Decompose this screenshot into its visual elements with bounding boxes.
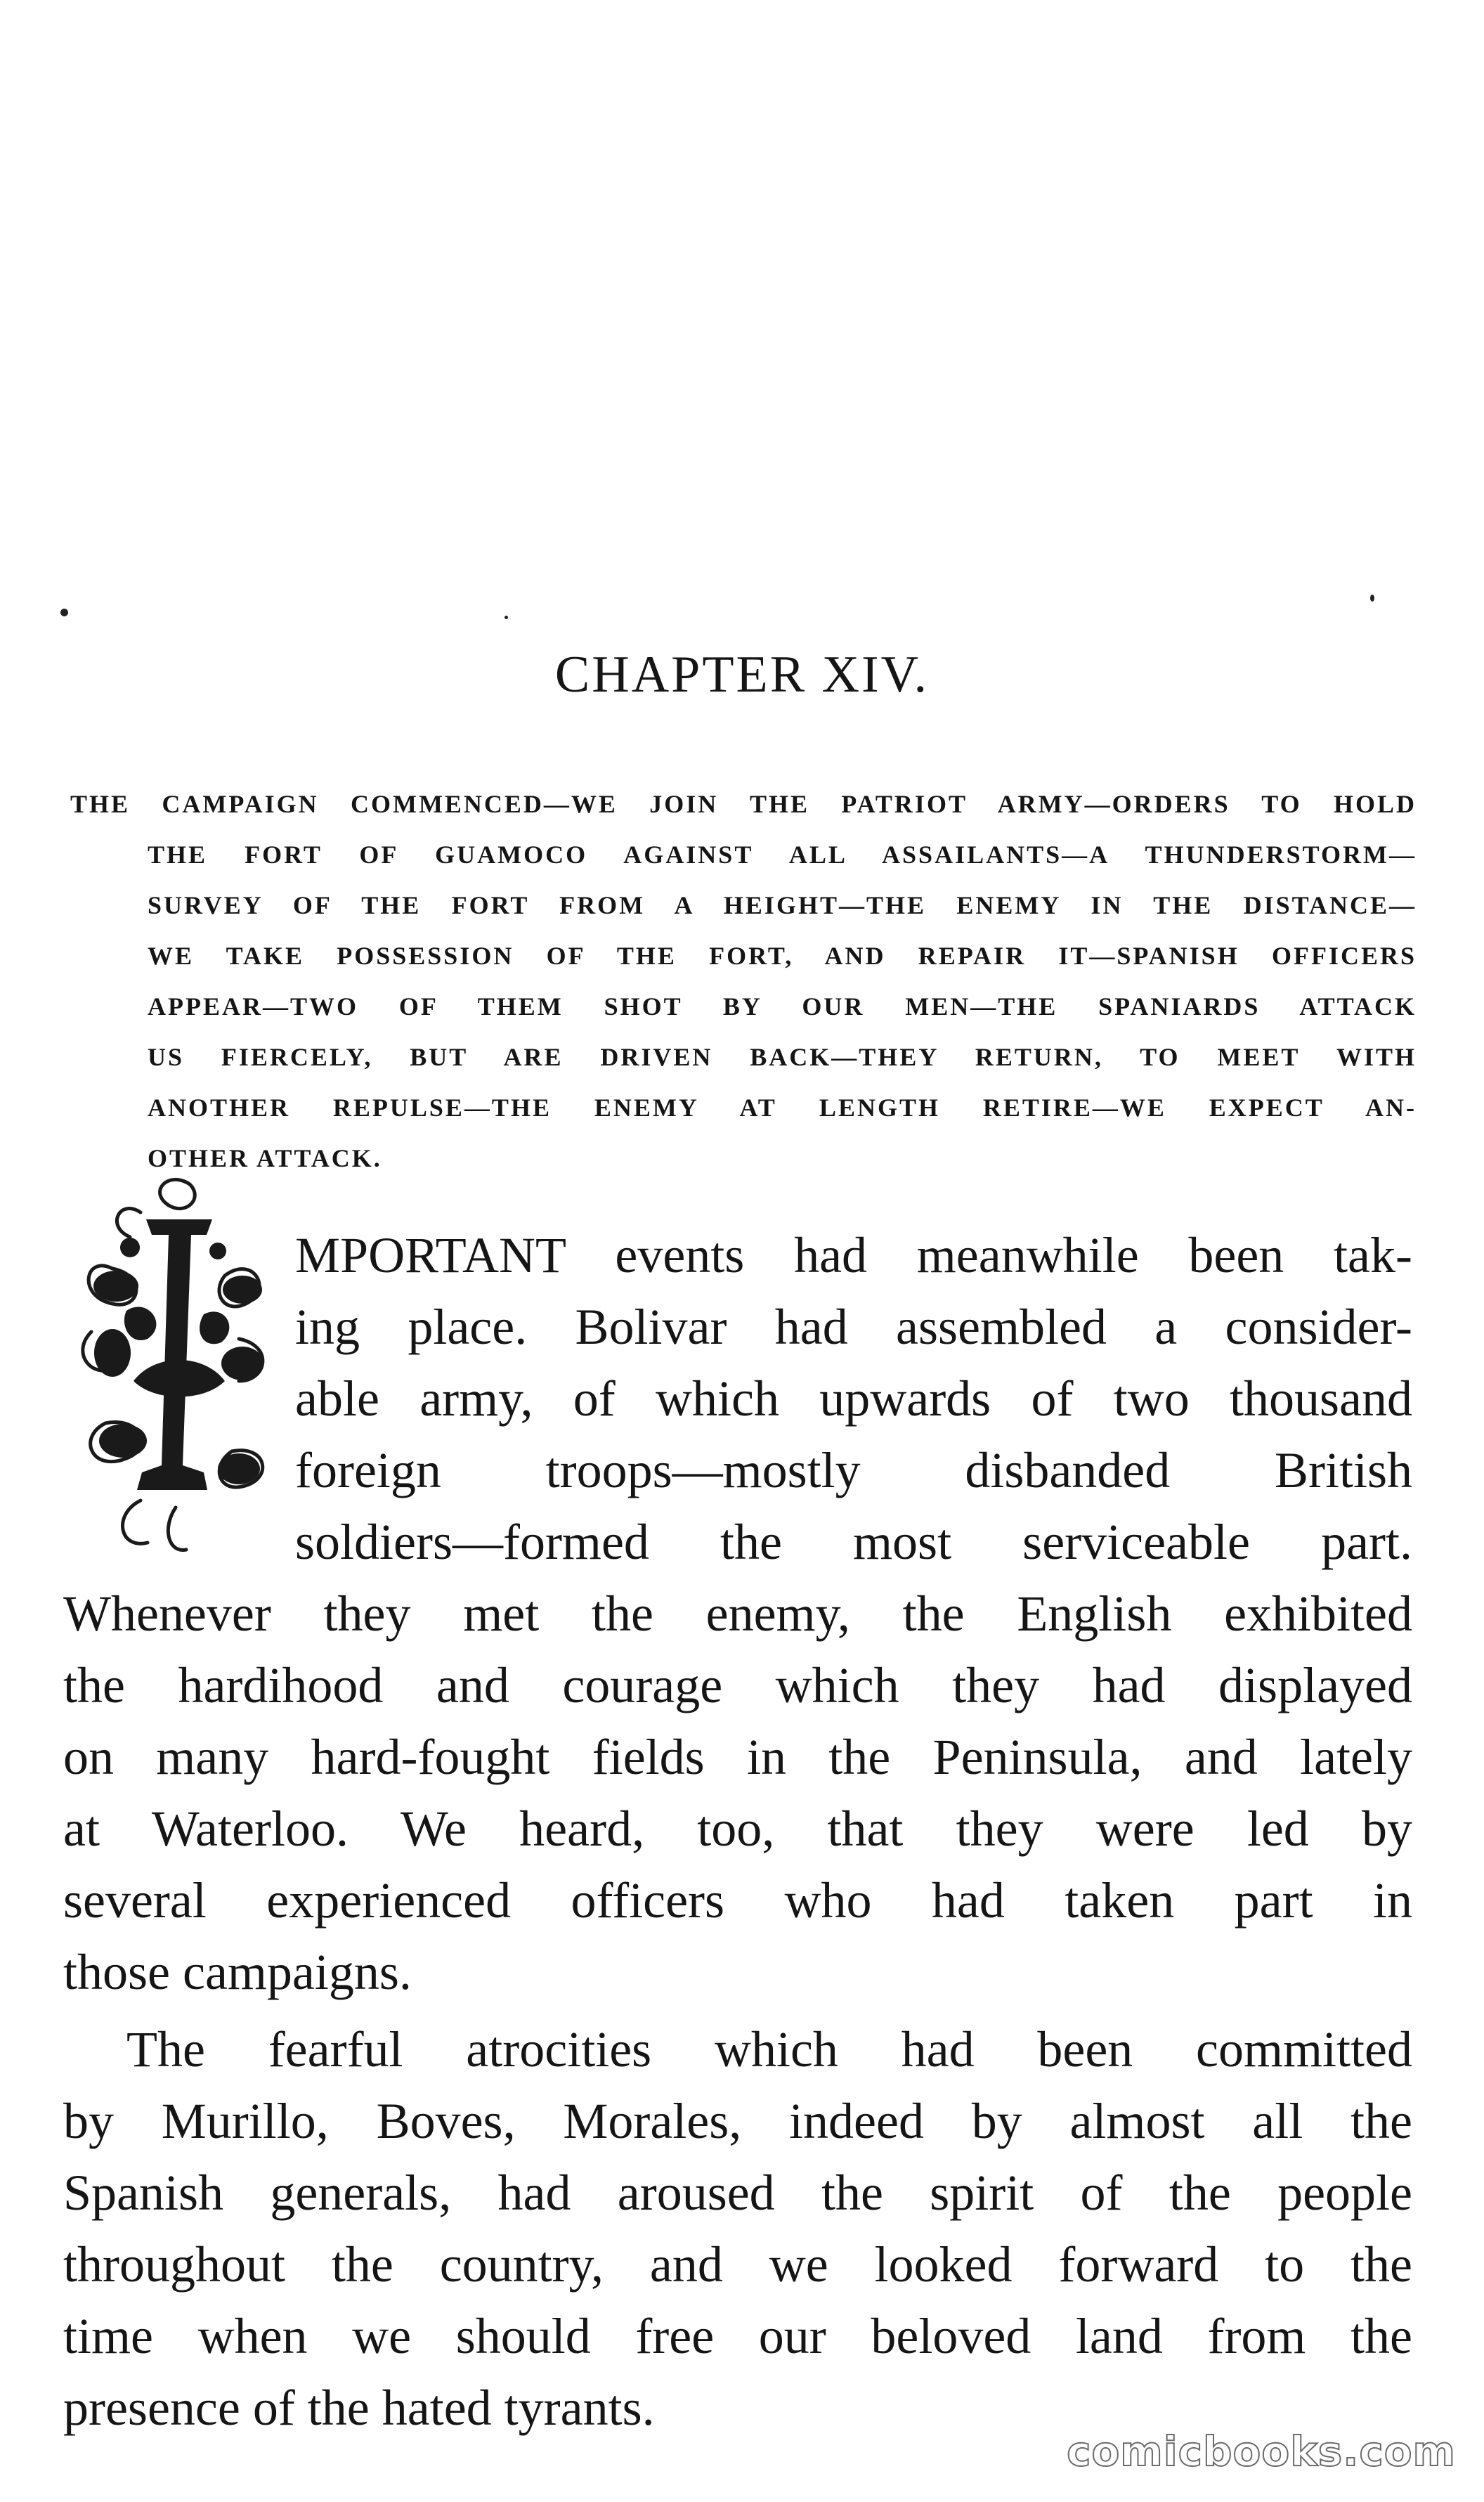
synopsis-line: APPEAR—TWO OF THEM SHOT BY OUR MEN—THE SPANIARDS ATTACK: [148, 992, 1417, 1020]
paragraph-1: [63, 1219, 1412, 2008]
text-line: those campaigns.: [63, 1944, 412, 2000]
chapter-title: CHAPTER XIV.: [554, 646, 930, 704]
synopsis-line: OTHER ATTACK.: [148, 1144, 382, 1172]
text-line: the hardihood and courage which they had displayed: [63, 1657, 1412, 1713]
paragraph-2: [63, 2014, 1412, 2444]
print-speck: [1370, 595, 1374, 602]
synopsis-line: US FIERCELY, BUT ARE DRIVEN BACK—THEY RETURN, TO MEET WITH: [148, 1043, 1417, 1071]
text-line: by Murillo, Boves, Morales, indeed by almost all the: [63, 2093, 1412, 2149]
print-speck: [60, 609, 68, 616]
print-speck: [505, 616, 508, 619]
text-line: able army, of which upwards of two thousand: [295, 1370, 1412, 1427]
text-line: The fearful atrocities which had been committed: [126, 2021, 1412, 2078]
synopsis-line: THE CAMPAIGN COMMENCED—WE JOIN THE PATRIOT ARMY—ORDERS TO HOLD: [70, 790, 1417, 818]
chapter-synopsis: [70, 779, 1417, 1184]
text-line: throughout the country, and we looked forward to the: [63, 2236, 1412, 2293]
text-line: MPORTANT events had meanwhile been tak-: [295, 1227, 1412, 1283]
text-line: on many hard-fought fields in the Peninsula, and lately: [63, 1729, 1412, 1785]
synopsis-line: SURVEY OF THE FORT FROM A HEIGHT—THE ENEMY IN THE DISTANCE—: [148, 891, 1417, 919]
text-line: foreign troops—mostly disbanded British: [295, 1442, 1412, 1498]
text-line: presence of the hated tyrants.: [63, 2380, 655, 2436]
text-line: at Waterloo. We heard, too, that they were led by: [63, 1801, 1412, 1857]
text-line: ing place. Bolivar had assembled a consider-: [295, 1299, 1412, 1355]
text-line: Spanish generals, had aroused the spirit of the people: [63, 2165, 1412, 2221]
site-watermark: comicbooks.com: [1067, 2428, 1456, 2475]
text-line: Whenever they met the enemy, the English exhibited: [63, 1586, 1412, 1642]
text-line: several experienced officers who had taken part in: [63, 1872, 1412, 1929]
text-line: time when we should free our beloved land from the: [63, 2308, 1412, 2364]
synopsis-line: WE TAKE POSSESSION OF THE FORT, AND REPAIR IT—SPANISH OFFICERS: [148, 942, 1417, 970]
text-line: soldiers—formed the most serviceable part.: [295, 1514, 1412, 1570]
synopsis-line: ANOTHER REPULSE—THE ENEMY AT LENGTH RETIRE—WE EXPECT AN-: [148, 1094, 1417, 1122]
synopsis-line: THE FORT OF GUAMOCO AGAINST ALL ASSAILANTS—A THUNDERSTORM—: [148, 841, 1417, 869]
